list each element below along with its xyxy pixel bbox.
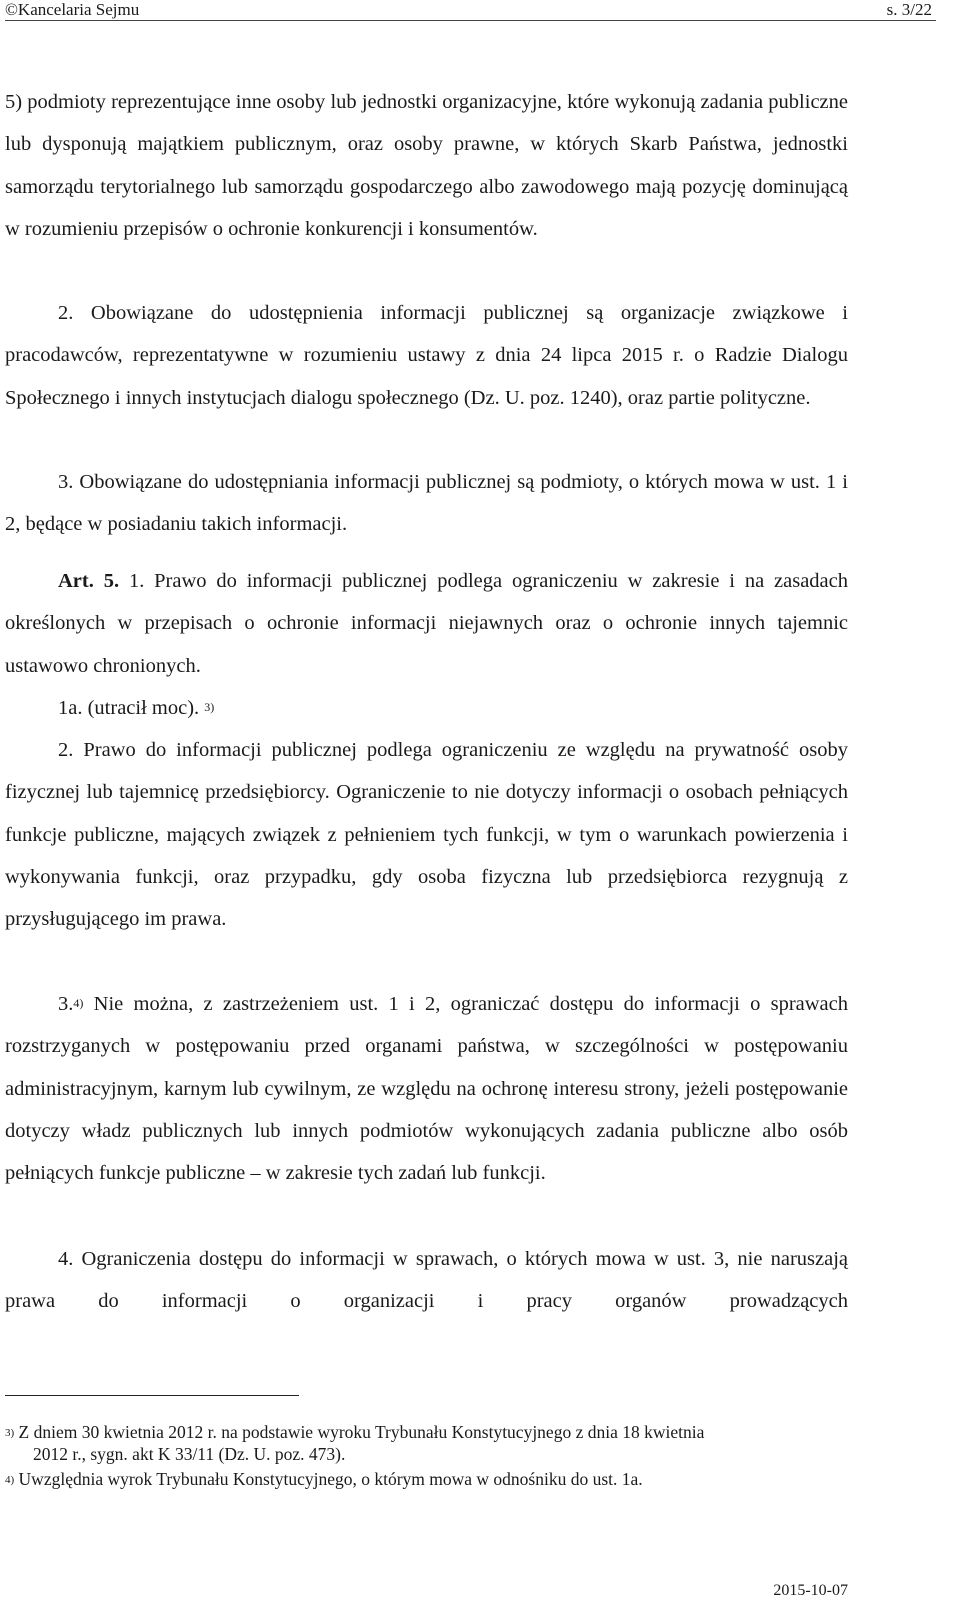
- footer-date: 2015-10-07: [773, 1582, 848, 1599]
- footnote-3: [5, 1421, 848, 1465]
- article-5-paragraph-3: [5, 983, 848, 1194]
- footnote-ref-4: 4): [73, 996, 84, 1010]
- footnote-divider: [5, 1395, 299, 1396]
- paragraph-2: 2. Obowiązane do udostępnienia informacji publicznej są organizacje związkowe i pracodawców, reprezentatywne w rozumieniu ustawy z dnia 24 lipca 2015 r. o Radzie Dialogu Społecznego i innych instytucjach dialogu społecznego (Dz. U. poz. 1240), oraz partie polityczne.: [5, 302, 848, 409]
- footnote-3-mark: 3): [5, 1427, 15, 1439]
- footnote-3-line-2: 2012 r., sygn. akt K 33/11 (Dz. U. poz. 473).: [33, 1444, 346, 1464]
- paragraph-item-5: 5) podmioty reprezentujące inne osoby lub jednostki organizacyjne, które wykonują zadania publiczne lub dysponują majątkiem publicznym, oraz osoby prawne, w których Skarb Państwa, jednostki samorządu terytorialnego lub samorządu gospodarczego albo zawodowego mają pozycję dominującą w rozumieniu przepisów o ochronie konkurencji i konsumentów.: [5, 91, 848, 240]
- article-5-p3-text: Nie można, z zastrzeżeniem ust. 1 i 2, ograniczać dostępu do informacji o sprawach rozstrzyganych w postępowaniu przed organami państwa, w szczególności w postępowaniu administracyjnym, karnym lub cywilnym, ze względu na ochronę interesu strony, jeżeli postępowanie dotyczy władz publicznych lub innych podmiotów wykonujących zadania publiczne albo osób pełniących funkcje publiczne – w zakresie tych zadań lub funkcji.: [5, 993, 849, 1185]
- footnote-3-line-1: Z dniem 30 kwietnia 2012 r. na podstawie wyroku Trybunału Konstytucyjnego z dnia 18 kwietnia: [18, 1422, 705, 1442]
- article-5-paragraph-1a: [5, 687, 848, 729]
- footnote-4-mark: 4): [5, 1474, 15, 1486]
- article-5-paragraph-1: [5, 560, 848, 687]
- article-5-label: Art. 5.: [58, 570, 120, 592]
- header-page-number: s. 3/22: [886, 0, 932, 19]
- article-5-p1a-text: 1a. (utracił moc).: [58, 697, 200, 719]
- article-5-p3-number: 3.: [58, 993, 74, 1015]
- footnote-4: [5, 1468, 848, 1490]
- article-5-paragraph-4: 4. Ograniczenia dostępu do informacji w sprawach, o których mowa w ust. 3, nie naruszają prawa do informacji o organizacji i pracy organów prowadzących: [5, 1248, 848, 1313]
- article-5-paragraph-2: 2. Prawo do informacji publicznej podlega ograniczeniu ze względu na prywatność osoby fizycznej lub tajemnicę przedsiębiorcy. Ograniczenie to nie dotyczy informacji o osobach pełniących funkcje publiczne, mających związek z pełnieniem tych funkcji, w tym o warunkach powierzenia i wykonywania funkcji, oraz przypadku, gdy osoba fizyczna lub przedsiębiorca rezygnują z przysługującego im prawa.: [5, 739, 848, 931]
- footnote-ref-3: 3): [204, 700, 215, 714]
- paragraph-3: 3. Obowiązane do udostępniania informacji publicznej są podmioty, o których mowa w ust. 1 i 2, będące w posiadaniu takich informacji.: [5, 471, 848, 536]
- header-divider: [5, 20, 936, 21]
- header-copyright: ©Kancelaria Sejmu: [5, 0, 140, 19]
- article-5-p1-text: 1. Prawo do informacji publicznej podlega ograniczeniu w zakresie i na zasadach określonych w przepisach o ochronie informacji niejawnych oraz o ochronie innych tajemnic ustawowo chronionych.: [5, 570, 849, 677]
- footnote-4-text: Uwzględnia wyrok Trybunału Konstytucyjnego, o którym mowa w odnośniku do ust. 1a.: [18, 1469, 643, 1489]
